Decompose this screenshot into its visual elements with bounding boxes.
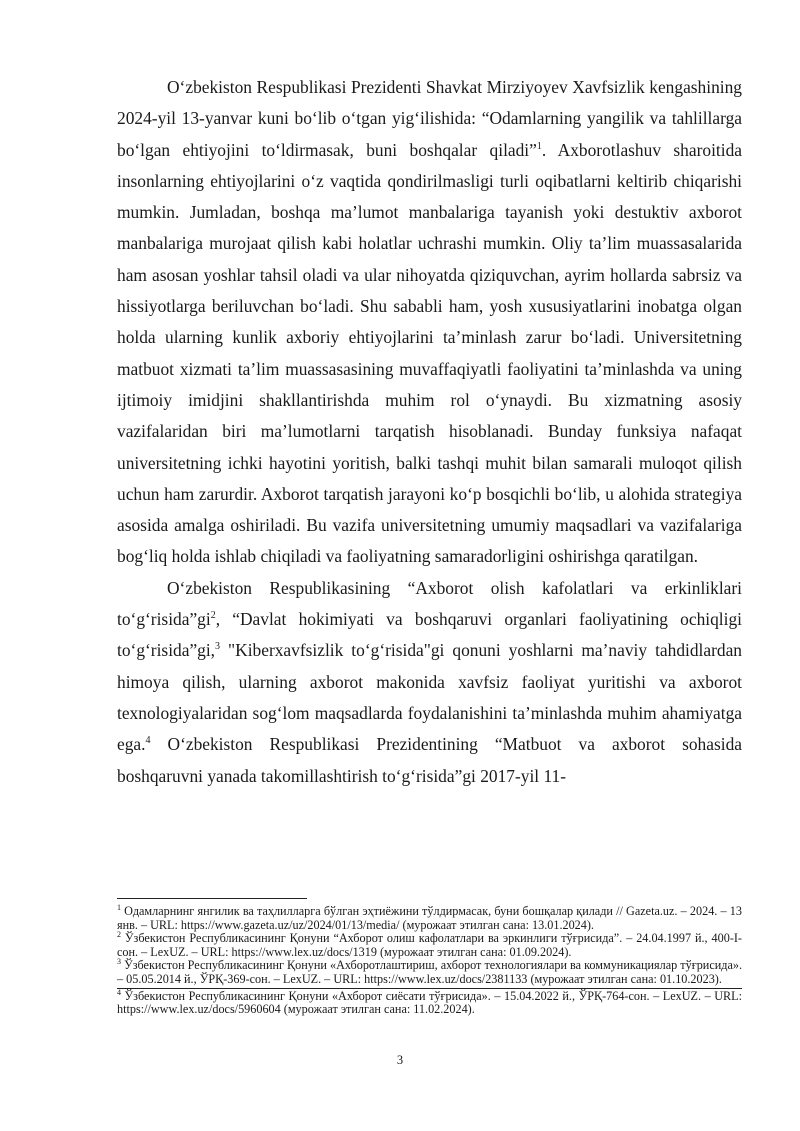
footnote-number: 1 <box>117 902 121 912</box>
footnote-1 <box>117 902 742 932</box>
footnote-ref-3[interactable]: 3 <box>215 641 221 653</box>
footnote-text: Ўзбекистон Республикасининг Қонуни «Ахборот сиёсати тўғрисида». – 15.04.2022 й., ЎРҚ-764-сон. – LexUZ. – URL: https://www.lex.uz/docs/5960604 (мурожаат этилган сана: 11.02.2024). <box>117 988 742 1017</box>
paragraph-2-text-d: O‘zbekiston Respublikasi Prezidentining “Matbuot va axborot sohasida boshqaruvni yanada takomillashtirish to‘g‘risida”gi 2017-yil 11- <box>117 734 742 786</box>
footnote-3 <box>117 959 742 986</box>
paragraph-1-text-b: . Axborotlashuv sharoitida insonlarning ehtiyojlarini o‘z vaqtida qondirilmasligi turli oqibatlarni keltirib chiqarishi mumkin. Jumladan, boshqa ma’lumot manbalariga tayanish yoki destuktiv axborot manbalariga murojaat qilish kabi holatlar uchrashi mumkin. Oliy ta’lim muassasalarida ham asosan yoshlar tahsil oladi va ular nihoyatda qiziquvchan, ayrim hollarda sabrsiz va hissiyotlarga beriluvchan bo‘ladi. Shu sababli ham, yosh xususiyatlarini inobatga olgan holda ularning kunlik axboriy ehtiyojlarini ta’minlash zarur bo‘ladi. Universitetning matbuot xizmati ta’lim muassasasining muvaffaqiyatli faoliyatini ta’minlashda va uning ijtimoiy imidjini shakllantirishda muhim rol o‘ynaydi. Bu xizmatning asosiy vazifalaridan biri ma’lumotlarni tarqatish hisoblanadi. Bunday funksiya nafaqat universitetning ichki hayotini yoritish, balki tashqi muhit bilan samarali muloqot qilish uchun ham zarurdir. Axborot tarqatish jarayoni ko‘p bosqichli bo‘lib, u alohida strategiya asosida amalga oshiriladi. Bu vazifa universitetning umumiy maqsadlari va vazifalariga bog‘liq holda ishlab chiqiladi va faoliyatning samaradorligini oshirishga qaratilgan. <box>117 139 742 567</box>
footnote-number: 2 <box>117 930 121 940</box>
footnote-number: 3 <box>117 957 121 967</box>
footnote-ref-1[interactable]: 1 <box>536 140 542 152</box>
paragraph-2-text-c: "Kiberxavfsizlik to‘g‘risida"gi qonuni yoshlarni ma’naviy tahdidlardan himoya qilish, ularning axborot makonida xavfsiz faoliyat yuritishi va axborot texnologiyalaridan sog‘lom maqsadlarda foydalanishini ta’minlashda muhim ahamiyatga ega. <box>117 640 742 755</box>
footnote-number: 4 <box>117 987 121 997</box>
footnote-ref-4[interactable]: 4 <box>145 735 151 747</box>
footnote-text: Одамларнинг янгилик ва таҳлилларга бўлган эҳтиёжини тўлдирмасак, буни бошқалар қилади // Gazeta.uz. – 2024. – 13 янв. – URL: https://www.gazeta.uz/uz/2024/01/13/media/ (мурожаат этилган сана: 13.01.2024). <box>117 904 742 932</box>
page-number: 3 <box>396 1053 404 1067</box>
footnote-separator <box>117 898 307 899</box>
footnote-4 <box>117 988 742 1017</box>
footnote-text: Ўзбекистон Республикасининг Қонуни «Ахборотлаштириш, ахборот технологиялари ва коммуникациялар тўғрисида». – 05.05.2014 й., ЎРҚ-369-сон. – LexUZ. – URL: https://www.lex.uz/docs/2381133 (мурожаат этилган сана: 01.10.2023). <box>117 958 742 986</box>
footnote-text: Ўзбекистон Республикасининг Қонуни “Ахборот олиш кафолатлари ва эркинлиги тўғрисида”. – 24.04.1997 й., 400-I-сон. – LexUZ. – URL: https://www.lex.uz/docs/1319 (мурожаат этилган сана: 01.09.2024). <box>117 931 742 959</box>
paragraph-1 <box>117 72 742 573</box>
footnotes <box>117 902 742 1017</box>
paragraph-2-text-a: O‘zbekiston Respublikasining “Axborot olish kafolatlari va erkinliklari to‘g‘risida”gi <box>117 577 742 630</box>
body-text <box>117 72 742 792</box>
footnote-ref-2[interactable]: 2 <box>210 610 216 622</box>
paragraph-1-text-a: O‘zbekiston Respublikasi Prezidenti Shavkat Mirziyoyev Xavfsizlik kengashining 2024-yil 13-yanvar kuni bo‘lib o‘tgan yig‘ilishida: “Odamlarning yangilik va tahlillarga bo‘lgan ehtiyojini to‘ldirmasak, buni boshqalar qiladi” <box>117 77 742 160</box>
paragraph-2 <box>117 573 742 792</box>
paragraph-2-text-b: , “Davlat hokimiyati va boshqaruvi organlari faoliyatining ochiqligi to‘g‘risida”gi, <box>117 609 742 661</box>
footnote-2 <box>117 932 742 959</box>
